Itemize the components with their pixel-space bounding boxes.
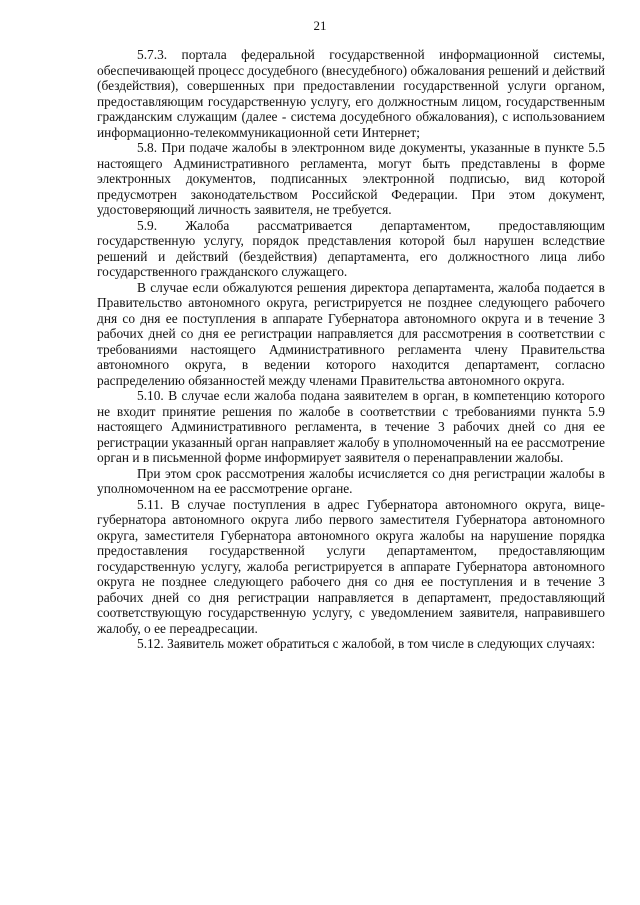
paragraph-5-9: 5.9. Жалоба рассматривается департаментом, предоставляющим государственную услугу, порядок представления которой был нарушен вследствие решений и действий (бездействия) департамента, его должностного лица либо государственного гражданского служащего. — [97, 217, 605, 279]
paragraph-5-10: 5.10. В случае если жалоба подана заявителем в орган, в компетенцию которого не входит принятие решения по жалобе в соответствии с требованиями пункта 5.9 настоящего Административного регламента, в течение 3 рабочих дней со дня ее регистрации указанный орган направляет жалобу в уполномоченный на ее рассмотрение орган и в письменной форме информирует заявителя о перенаправлении жалобы. — [97, 388, 605, 465]
document-body — [97, 47, 605, 652]
paragraph-5-8: 5.8. При подаче жалобы в электронном виде документы, указанные в пункте 5.5 настоящего Административного регламента, могут быть представлены в форме электронных документов, подписанных электронной подписью, вид которой предусмотрен законодательством Российской Федерации. При этом документ, удостоверяющий личность заявителя, не требуется. — [97, 140, 605, 217]
paragraph-director-appeal: В случае если обжалуются решения директора департамента, жалоба подается в Правительство автономного округа, регистрируется не позднее следующего рабочего дня со дня ее поступления в аппарате Губернатора автономного округа и в течение 3 рабочих дней со дня ее регистрации направляется для рассмотрения в соответствии с требованиями настоящего Административного регламента члену Правительства автономного округа, в ведении которого находится департамент, согласно распределению обязанностей между членами Правительства автономного округа. — [97, 279, 605, 388]
page-number: 21 — [313, 18, 327, 33]
paragraph-review-term: При этом срок рассмотрения жалобы исчисляется со дня регистрации жалобы в уполномоченном на ее рассмотрение органе. — [97, 465, 605, 496]
paragraph-5-7-3: 5.7.3. портала федеральной государственной информационной системы, обеспечивающей процесс досудебного (внесудебного) обжалования решений и действий (бездействия), совершенных при предоставлении государственной услуги органом, предоставляющим государственную услугу, его должностным лицом, государственным гражданским служащим (далее - система досудебного обжалования), с использованием информационно-телекоммуникационной сети Интернет; — [97, 47, 605, 140]
paragraph-5-12: 5.12. Заявитель может обратиться с жалобой, в том числе в следующих случаях: — [137, 636, 596, 651]
paragraph-5-11: 5.11. В случае поступления в адрес Губернатора автономного округа, вице-губернатора автономного округа либо первого заместителя Губернатора автономного округа, заместителя Губернатора автономного округа жалобы на нарушение порядка предоставления государственной услуги департаментом, предоставляющим государственную услугу, жалоба регистрируется в аппарате Губернатора автономного округа не позднее следующего рабочего дня со дня ее поступления и в течение 3 рабочих дней со дня регистрации направляется в департамент, предоставляющий соответствующую государственную услугу, с уведомлением заявителя, направившего жалобу, о ее переадресации. — [97, 496, 605, 636]
